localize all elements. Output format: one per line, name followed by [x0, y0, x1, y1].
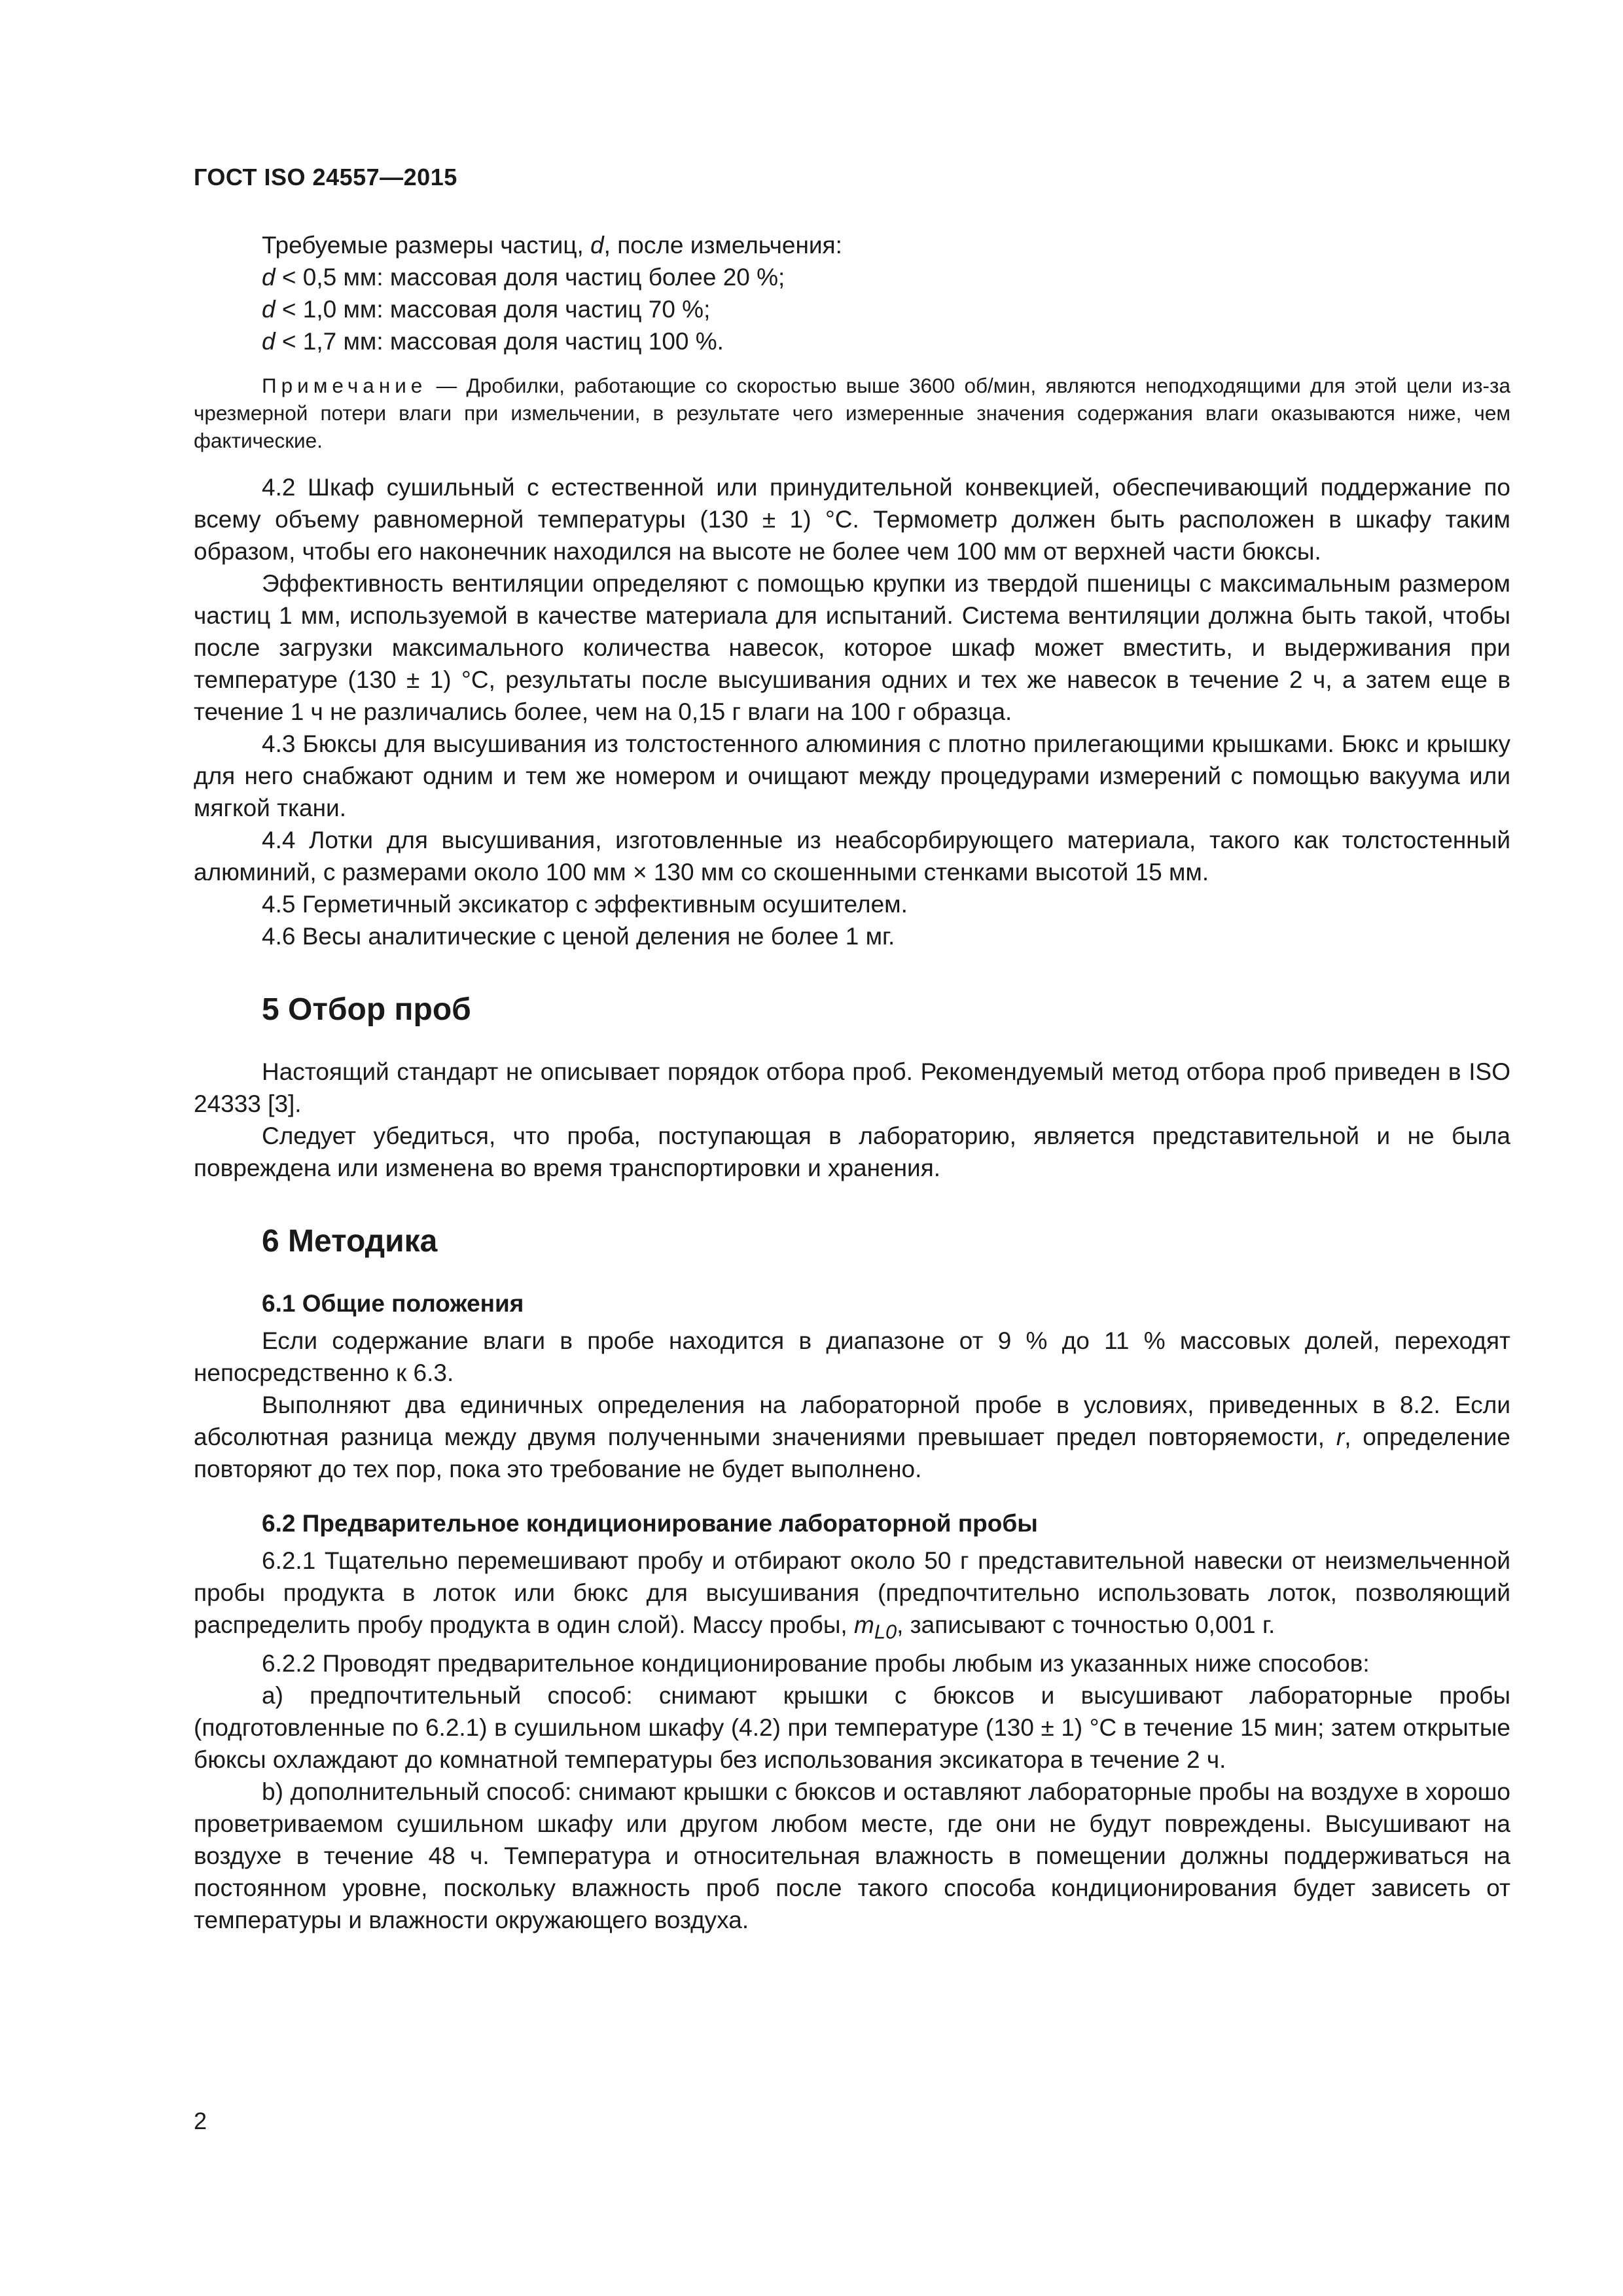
page-number: 2: [194, 2108, 207, 2134]
document-body: [194, 229, 1510, 1936]
variable-m: m: [853, 1611, 874, 1638]
paragraph-4-2: 4.2 Шкаф сушильный с естественной или принудительной конвекцией, обеспечивающий поддержание по всему объему равномерной температуры (130 ± 1) °С. Термометр должен быть расположен в шкафу таким образом, чтобы его наконечник находился на высоте не более чем 100 мм от верхней части бюксы.: [194, 474, 1510, 565]
paragraph-4-2-ventilation: Эффективность вентиляции определяют с помощью крупки из твердой пшеницы с максимальным размером частиц 1 мм, используемой в качестве материала для испытаний. Система вентиляции должна быть такой, чтобы после загрузки максимального количества навесок, которое шкаф может вместить, и выдерживания при температуре (130 ± 1) °С, результаты после высушивания одних и тех же навесок в течение 2 ч, а затем еще в течение 1 ч не различались более, чем на 0,15 г влаги на 100 г образца.: [194, 570, 1510, 725]
subsection-6-2-heading: 6.2 Предварительное кондиционирование лабораторной пробы: [262, 1510, 1038, 1537]
variable-subscript: L0: [874, 1620, 897, 1643]
paragraph-4-4: 4.4 Лотки для высушивания, изготовленные из неабсорбирующего материала, такого как толстостенный алюминий, с размерами около 100 мм × 130 мм со скошенными стенками высотой 15 мм.: [194, 827, 1510, 886]
note-paragraph: [194, 372, 1510, 454]
paragraph-6-2-2: 6.2.2 Проводят предварительное кондиционирование пробы любым из указанных ниже способов:: [262, 1650, 1370, 1677]
section-5-heading: 5 Отбор проб: [262, 992, 471, 1027]
paragraph-6-2-1: [194, 1545, 1510, 1647]
subsection-6-1-paragraph: Если содержание влаги в пробе находится в диапазоне от 9 % до 11 % массовых долей, переходят непосредственно к 6.3.: [194, 1327, 1510, 1386]
document-code-header: ГОСТ ISO 24557—2015: [194, 164, 457, 190]
requirements-intro: Требуемые размеры частиц, d, после измельчения:: [262, 232, 842, 259]
variable-d: d: [262, 296, 276, 323]
paragraph-4-5: 4.5 Герметичный эксикатор с эффективным осушителем.: [262, 891, 908, 918]
requirement-item: d < 0,5 мм: массовая доля частиц более 20 %;: [262, 264, 785, 291]
paragraph-4-3: 4.3 Бюксы для высушивания из толстостенного алюминия с плотно прилегающими крышками. Бюкс и крышку для него снабжают одним и тем же номером и очищают между процедурами измерений с помощью вакуума или мягкой ткани.: [194, 730, 1510, 821]
section-5-paragraph: Настоящий стандарт не описывает порядок отбора проб. Рекомендуемый метод отбора проб приведен в ISO 24333 [3].: [194, 1058, 1510, 1117]
paragraph-6-2-2-a: a) предпочтительный способ: снимают крышки с бюксов и высушивают лабораторные пробы (подготовленные по 6.2.1) в сушильном шкафу (4.2) при температуре (130 ± 1) °С в течение 15 мин; затем открытые бюксы охлаждают до комнатной температуры без использования эксикатора в течение 2 ч.: [194, 1682, 1510, 1774]
text-run: Выполняют два единичных определения на лабораторной пробе в условиях, приведенных в 8.2. Если абсолютная разница между двумя полученными значениями превышает предел повторяемости,: [194, 1391, 1510, 1450]
note-text: — Дробилки, работающие со скоростью выше 3600 об/мин, являются неподходящими для этой цели из-за чрезмерной потери влаги при измельчении, в результате чего измеренные значения содержания влаги оказываются ниже, чем фактические.: [194, 374, 1510, 452]
requirement-item: d < 1,7 мм: массовая доля частиц 100 %.: [262, 328, 724, 355]
variable-d: d: [262, 264, 276, 291]
subsection-6-1-paragraph: [194, 1389, 1510, 1485]
requirement-item: d < 1,0 мм: массовая доля частиц 70 %;: [262, 296, 711, 323]
variable-r: r: [1336, 1424, 1345, 1450]
variable-d: d: [262, 328, 276, 355]
text-run: 6.2.1 Тщательно перемешивают пробу и отбирают около 50 г представительной навески от неизмельченной пробы продукта в лоток или бюкс для высушивания (предпочтительно использовать лоток, позволяющий распределить пробу продукта в один слой). Массу пробы,: [194, 1547, 1510, 1638]
text-run: , записывают с точностью 0,001 г.: [897, 1611, 1275, 1638]
text-run: , определение повторяют до тех пор, пока это требование не будет выполнено.: [194, 1424, 1510, 1482]
paragraph-4-6: 4.6 Весы аналитические с ценой деления не более 1 мг.: [262, 923, 895, 950]
paragraph-6-2-2-b: b) дополнительный способ: снимают крышки с бюксов и оставляют лабораторные пробы на воздухе в хорошо проветриваемом сушильном шкафу или другом любом месте, где они не будут повреждены. Высушивают на воздухе в течение 48 ч. Температура и относительная влажность в помещении должны поддерживаться на постоянном уровне, поскольку влажность проб после такого способа кондиционирования будет зависеть от температуры и влажности окружающего воздуха.: [194, 1778, 1510, 1934]
note-label: Примечание: [262, 374, 427, 397]
particle-size-requirements: [194, 229, 1510, 357]
variable-d: d: [590, 232, 604, 259]
subsection-6-1-heading: 6.1 Общие положения: [262, 1290, 524, 1317]
section-6-heading: 6 Методика: [262, 1224, 438, 1259]
section-5-paragraph: Следует убедиться, что проба, поступающая в лабораторию, является представительной и не была повреждена или изменена во время транспортировки и хранения.: [194, 1122, 1510, 1181]
